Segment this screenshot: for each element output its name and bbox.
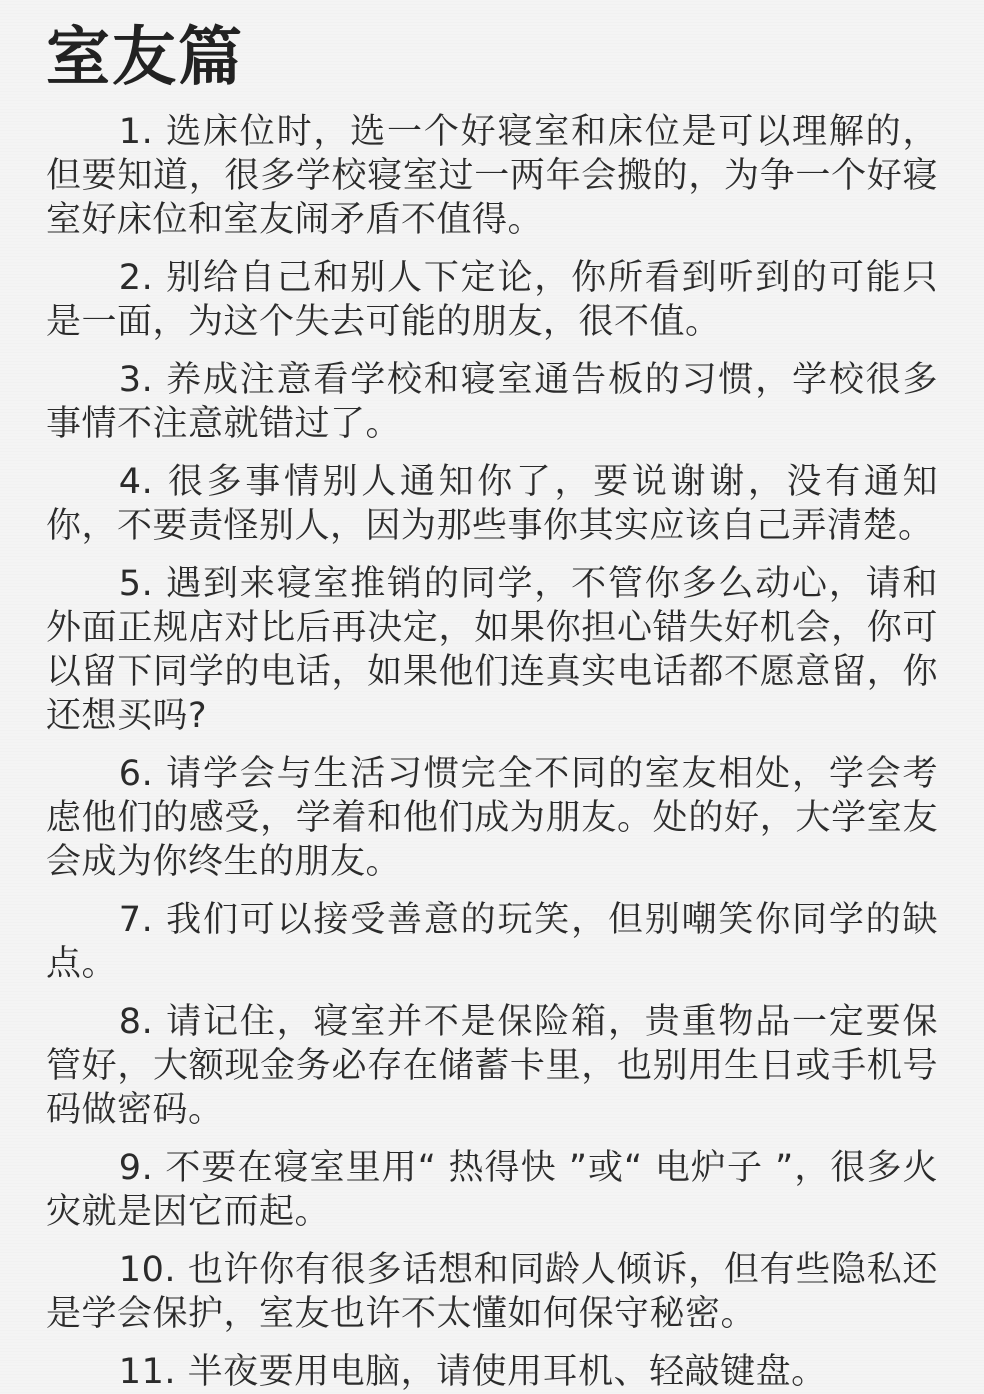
list-item-5: 5. 遇到来寝室推销的同学，不管你多么动心，请和外面正规店对比后再决定，如果你担心错失好机会，你可以留下同学的电话，如果他们连真实电话都不愿意留，你还想买吗? (46, 564, 938, 736)
page-title: 室友篇 (46, 21, 244, 95)
list-item-6: 6. 请学会与生活习惯完全不同的室友相处，学会考虑他们的感受，学着和他们成为朋友。处的好，大学室友会成为你终生的朋友。 (46, 754, 938, 882)
list-item-9: 9. 不要在寝室里用“ 热得快 ”或“ 电炉子 ”，很多火灾就是因它而起。 (46, 1148, 938, 1232)
list-item-1: 1. 选床位时，选一个好寝室和床位是可以理解的，但要知道，很多学校寝室过一两年会搬的，为争一个好寝室好床位和室友闹矛盾不值得。 (46, 112, 938, 240)
list-item-3: 3. 养成注意看学校和寝室通告板的习惯，学校很多事情不注意就错过了。 (46, 360, 938, 444)
list-item-2: 2. 别给自己和别人下定论，你所看到听到的可能只是一面，为这个失去可能的朋友，很不值。 (46, 258, 938, 342)
list-item-10: 10. 也许你有很多话想和同龄人倾诉，但有些隐私还是学会保护，室友也许不太懂如何保守秘密。 (46, 1250, 938, 1334)
list-item-7: 7. 我们可以接受善意的玩笑，但别嘲笑你同学的缺点。 (46, 900, 938, 984)
list-item-8: 8. 请记住，寝室并不是保险箱，贵重物品一定要保管好，大额现金务必存在储蓄卡里，也别用生日或手机号码做密码。 (46, 1002, 938, 1130)
list-item-11: 11. 半夜要用电脑，请使用耳机、轻敲键盘。 (118, 1352, 827, 1392)
list-item-4: 4. 很多事情别人通知你了，要说谢谢，没有通知你，不要责怪别人，因为那些事你其实应该自己弄清楚。 (46, 462, 938, 546)
